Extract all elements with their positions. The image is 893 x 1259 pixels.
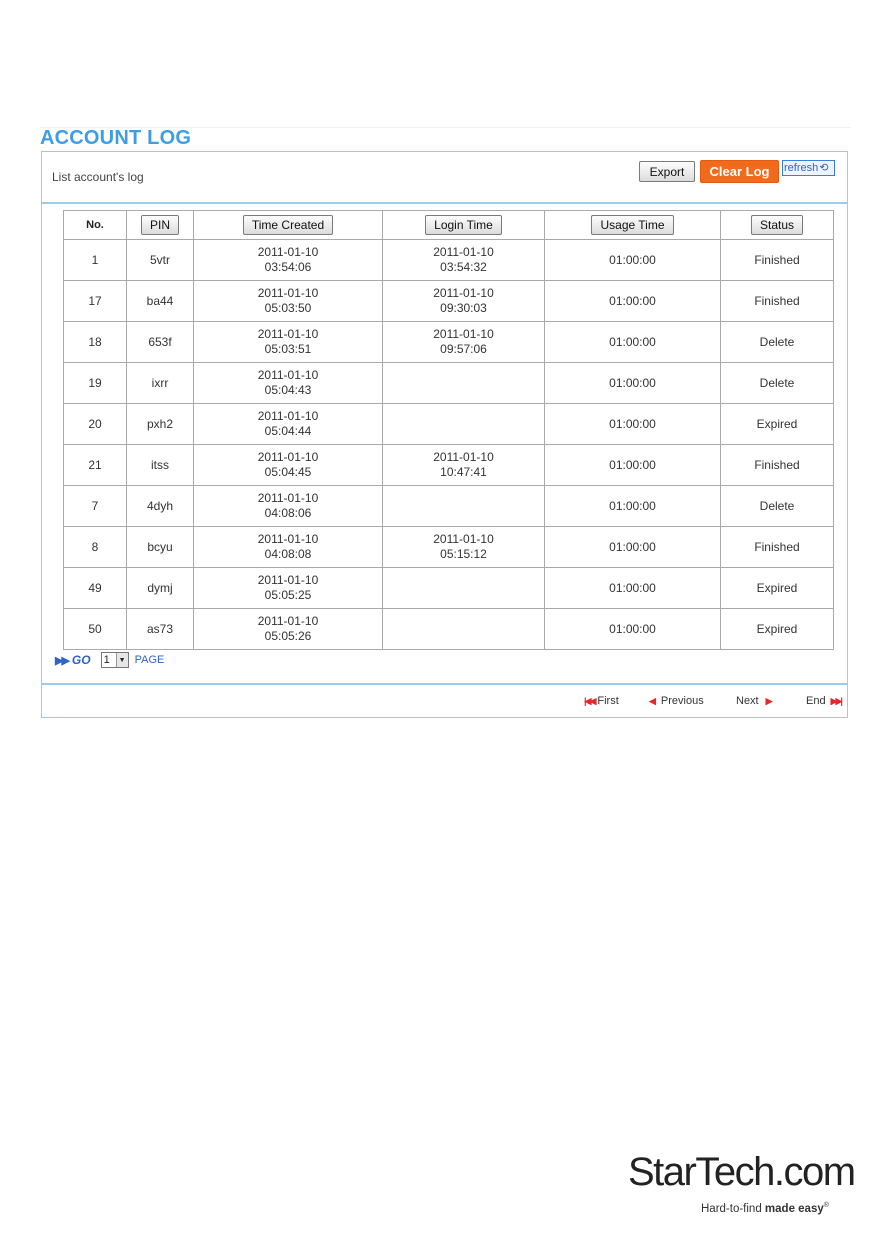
cell-usage-time: [545, 240, 721, 281]
cell-pin: [127, 527, 194, 568]
cell-time-created: [194, 240, 383, 281]
table-row: [64, 486, 834, 527]
cell-login-time-text: 05:15:12: [440, 547, 487, 561]
cell-time-created-text: 2011-01-10: [257, 409, 319, 423]
cell-pin-text: bcyu: [147, 539, 173, 554]
cell-status-text: Finished: [754, 293, 800, 308]
chevron-down-icon[interactable]: ▼: [116, 653, 128, 667]
cell-pin-text: ixrr: [151, 375, 169, 390]
cell-no: [64, 281, 127, 322]
tagline-bold: made easy: [764, 1202, 824, 1215]
cell-login-time: [383, 609, 545, 650]
cell-pin: [127, 568, 194, 609]
cell-status: [721, 445, 834, 486]
cell-login-time-text: 09:57:06: [440, 342, 487, 356]
table-body: [64, 240, 834, 650]
cell-usage-time-text: 01:00:00: [609, 580, 656, 595]
cell-status: [721, 240, 834, 281]
cell-pin-text: ba44: [146, 293, 174, 308]
cell-time-created-text: 2011-01-10: [257, 327, 319, 341]
sort-time-created-button[interactable]: Time Created: [243, 215, 333, 235]
cell-no-text: 18: [88, 334, 102, 349]
cell-time-created-text: 2011-01-10: [257, 368, 319, 382]
cell-no-text: 50: [88, 621, 102, 636]
cell-usage-time: [545, 404, 721, 445]
cell-usage-time-text: 01:00:00: [609, 539, 656, 554]
page-select-value: 1: [103, 654, 110, 666]
cell-time-created-text: 04:08:06: [264, 506, 312, 520]
cell-usage-time-text: 01:00:00: [609, 416, 656, 431]
cell-usage-time: [545, 281, 721, 322]
cell-usage-time: [545, 527, 721, 568]
cell-time-created-text: 03:54:06: [264, 260, 312, 274]
cell-no: [64, 445, 127, 486]
cell-status: [721, 609, 834, 650]
clear-log-button[interactable]: Clear Log: [700, 160, 779, 183]
page-select[interactable]: [101, 652, 129, 668]
account-log-table: [63, 210, 834, 650]
cell-no-text: 8: [91, 539, 99, 554]
fast-forward-icon[interactable]: ▶▶: [55, 654, 68, 667]
cell-status: [721, 363, 834, 404]
cell-no-text: 7: [91, 498, 99, 513]
cell-no-text: 49: [88, 580, 102, 595]
cell-time-created: [194, 281, 383, 322]
cell-status: [721, 527, 834, 568]
cell-time-created-text: 2011-01-10: [257, 532, 319, 546]
cell-status: [721, 568, 834, 609]
table-row: [64, 404, 834, 445]
go-button[interactable]: GO: [71, 653, 91, 667]
panel-description: List account's log: [52, 170, 144, 184]
cell-status-text: Finished: [754, 457, 800, 472]
cell-login-time-text: 03:54:32: [440, 260, 487, 274]
cell-no: [64, 404, 127, 445]
cell-time-created: [194, 363, 383, 404]
page-jump: [55, 652, 164, 668]
table-row: [64, 527, 834, 568]
table-row: [64, 281, 834, 322]
cell-no: [64, 322, 127, 363]
cell-usage-time: [545, 363, 721, 404]
sort-pin-button[interactable]: PIN: [141, 215, 179, 235]
cell-login-time-text: 2011-01-10: [433, 286, 494, 300]
sort-usage-time-button[interactable]: Usage Time: [591, 215, 673, 235]
cell-login-time: [383, 322, 545, 363]
cell-no-text: 1: [91, 252, 99, 267]
column-header-status: [721, 211, 834, 240]
cell-usage-time-text: 01:00:00: [609, 621, 656, 636]
cell-status: [721, 322, 834, 363]
cell-pin: [127, 404, 194, 445]
cell-usage-time-text: 01:00:00: [609, 334, 656, 349]
previous-page-link[interactable]: [649, 695, 704, 707]
tagline-mark: ®: [823, 1202, 829, 1209]
cell-time-created: [194, 568, 383, 609]
cell-time-created: [194, 404, 383, 445]
cell-no: [64, 363, 127, 404]
last-page-icon: ▶▶|: [830, 695, 841, 706]
cell-time-created-text: 05:05:26: [264, 629, 312, 643]
cell-usage-time: [545, 445, 721, 486]
cell-time-created-text: 05:04:44: [264, 424, 312, 438]
cell-pin-text: as73: [146, 621, 174, 636]
cell-status-text: Delete: [759, 498, 795, 513]
column-header-time-created: [194, 211, 383, 240]
table-row: [64, 363, 834, 404]
page-title: ACCOUNT LOG: [40, 127, 192, 149]
cell-status-text: Expired: [756, 416, 798, 431]
cell-time-created-text: 05:04:45: [264, 465, 312, 479]
cell-usage-time-text: 01:00:00: [609, 498, 656, 513]
end-label: End: [806, 695, 826, 707]
first-label: First: [597, 695, 619, 707]
footer-divider: [42, 683, 847, 685]
cell-login-time-text: 10:47:41: [440, 465, 487, 479]
cell-login-time-text: 2011-01-10: [433, 327, 494, 341]
cell-time-created-text: 2011-01-10: [257, 491, 319, 505]
cell-time-created-text: 2011-01-10: [257, 450, 319, 464]
cell-no: [64, 486, 127, 527]
previous-arrow-icon: ◀: [649, 695, 654, 706]
cell-usage-time: [545, 609, 721, 650]
cell-time-created: [194, 486, 383, 527]
next-page-link[interactable]: [736, 695, 771, 707]
cell-status-text: Finished: [754, 252, 800, 267]
cell-pin: [127, 445, 194, 486]
cell-usage-time-text: 01:00:00: [609, 375, 656, 390]
cell-pin-text: pxh2: [146, 416, 174, 431]
cell-status-text: Expired: [756, 621, 798, 636]
column-header-no: No.: [64, 211, 127, 240]
cell-time-created-text: 05:04:43: [264, 383, 312, 397]
page-label: PAGE: [134, 654, 165, 666]
cell-usage-time-text: 01:00:00: [609, 457, 656, 472]
next-arrow-icon: ▶: [765, 695, 771, 706]
end-page-link[interactable]: [806, 695, 841, 707]
cell-usage-time: [545, 486, 721, 527]
column-header-pin: [127, 211, 194, 240]
table-row: [64, 568, 834, 609]
cell-time-created-text: 04:08:08: [264, 547, 312, 561]
refresh-label: refresh: [784, 162, 819, 174]
cell-time-created-text: 05:03:50: [264, 301, 312, 315]
cell-login-time: [383, 404, 545, 445]
cell-no-text: 20: [88, 416, 102, 431]
table-header-row: [64, 211, 834, 240]
cell-pin: [127, 486, 194, 527]
cell-login-time: [383, 445, 545, 486]
cell-time-created-text: 2011-01-10: [257, 245, 319, 259]
cell-usage-time: [545, 568, 721, 609]
brand-logo: [628, 1150, 858, 1220]
table-row: [64, 445, 834, 486]
cell-pin: [127, 363, 194, 404]
cell-login-time: [383, 568, 545, 609]
cell-no-text: 17: [88, 293, 102, 308]
cell-time-created: [194, 445, 383, 486]
cell-pin: [127, 322, 194, 363]
cell-pin-text: itss: [151, 457, 169, 472]
tagline-plain: Hard-to-find: [701, 1202, 765, 1215]
cell-login-time-text: 2011-01-10: [433, 532, 494, 546]
cell-no: [64, 527, 127, 568]
cell-status-text: Expired: [756, 580, 798, 595]
cell-time-created-text: 2011-01-10: [257, 614, 319, 628]
cell-time-created-text: 2011-01-10: [257, 286, 319, 300]
cell-time-created: [194, 527, 383, 568]
first-page-icon: |◀◀: [584, 695, 595, 706]
cell-pin-text: dymj: [147, 580, 173, 595]
table-row: [64, 609, 834, 650]
panel-header: [42, 152, 847, 204]
sort-status-button[interactable]: Status: [751, 215, 803, 235]
cell-time-created: [194, 609, 383, 650]
cell-time-created-text: 05:05:25: [264, 588, 312, 602]
next-label: Next: [736, 695, 759, 707]
refresh-link[interactable]: [782, 160, 835, 176]
export-button[interactable]: Export: [639, 161, 695, 182]
cell-status: [721, 486, 834, 527]
cell-status: [721, 281, 834, 322]
table-row: [64, 240, 834, 281]
column-header-login-time: [383, 211, 545, 240]
cell-time-created: [194, 322, 383, 363]
cell-usage-time-text: 01:00:00: [609, 293, 656, 308]
cell-login-time: [383, 527, 545, 568]
cell-login-time-text: 09:30:03: [440, 301, 487, 315]
cell-no: [64, 568, 127, 609]
refresh-icon: ⟲: [819, 161, 829, 174]
cell-login-time-text: 2011-01-10: [433, 450, 494, 464]
cell-no: [64, 609, 127, 650]
first-page-link[interactable]: [584, 695, 619, 707]
cell-no: [64, 240, 127, 281]
cell-login-time-text: 2011-01-10: [433, 245, 494, 259]
cell-pin: [127, 281, 194, 322]
cell-usage-time-text: 01:00:00: [609, 252, 656, 267]
cell-login-time: [383, 486, 545, 527]
brand-tagline: [701, 1202, 829, 1215]
account-log-panel: [41, 151, 848, 718]
cell-usage-time: [545, 322, 721, 363]
brand-wordmark: StarTech.com: [628, 1150, 855, 1194]
cell-login-time: [383, 363, 545, 404]
cell-time-created-text: 05:03:51: [264, 342, 312, 356]
cell-pin-text: 5vtr: [149, 252, 170, 267]
cell-status-text: Delete: [759, 375, 795, 390]
previous-label: Previous: [660, 695, 704, 707]
cell-status-text: Finished: [754, 539, 800, 554]
cell-login-time: [383, 240, 545, 281]
cell-login-time: [383, 281, 545, 322]
cell-status: [721, 404, 834, 445]
sort-login-time-button[interactable]: Login Time: [425, 215, 502, 235]
cell-pin-text: 4dyh: [146, 498, 174, 513]
cell-no-text: 21: [88, 457, 102, 472]
cell-pin: [127, 609, 194, 650]
cell-pin: [127, 240, 194, 281]
table-row: [64, 322, 834, 363]
cell-status-text: Delete: [759, 334, 795, 349]
cell-no-text: 19: [88, 375, 102, 390]
cell-pin-text: 653f: [148, 334, 172, 349]
column-header-usage-time: [545, 211, 721, 240]
cell-time-created-text: 2011-01-10: [257, 573, 319, 587]
